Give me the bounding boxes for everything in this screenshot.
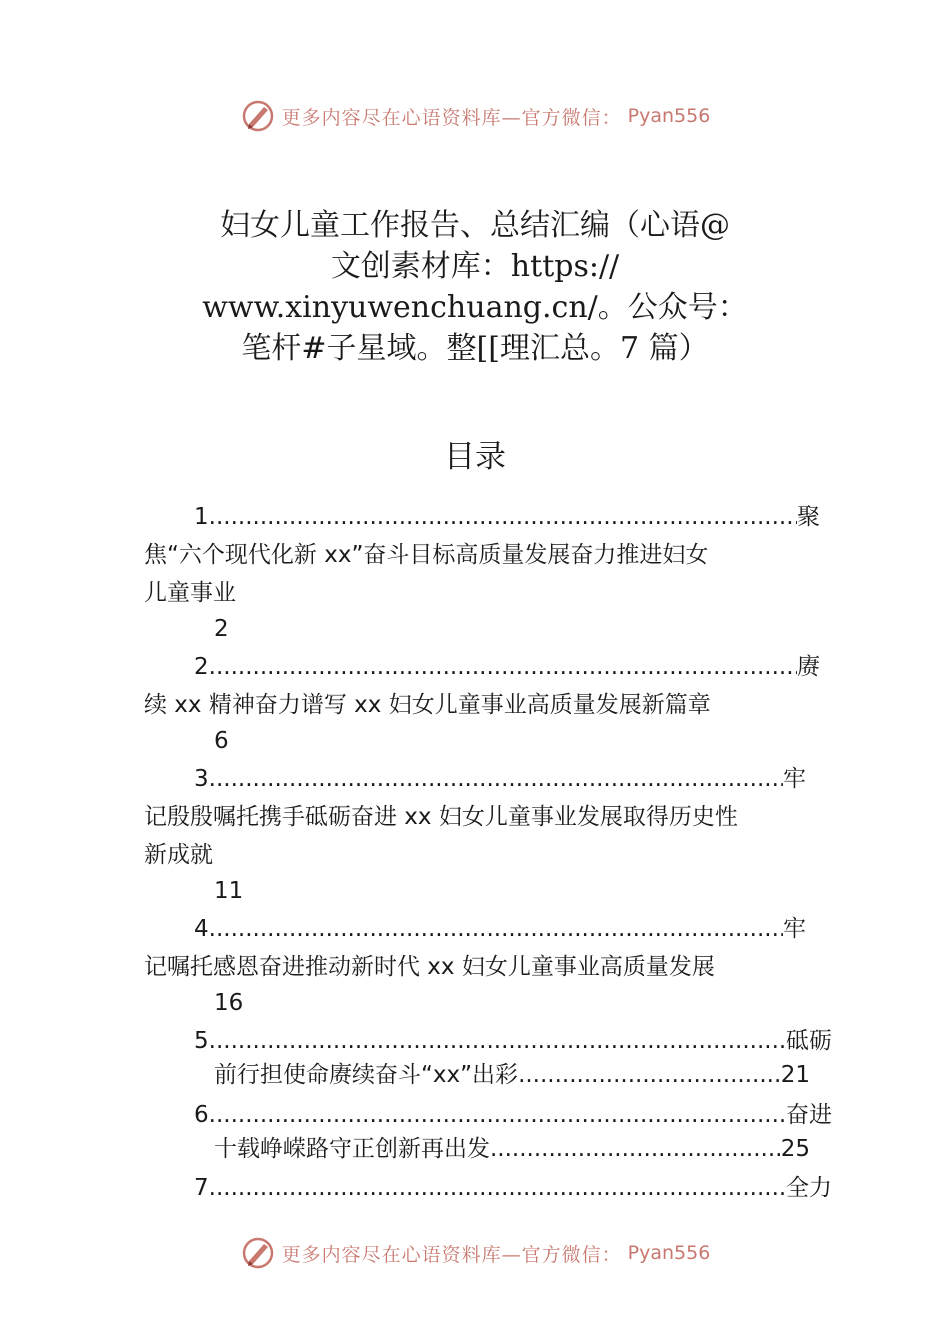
- header-banner-id: Pyan556: [627, 105, 711, 127]
- toc-entry-6-title-leader[interactable]: [214, 1134, 810, 1164]
- toc-entry-5-title-leader[interactable]: [214, 1060, 810, 1090]
- document-title: [150, 205, 800, 369]
- toc-leader-dots: [209, 652, 797, 682]
- toc-leader-dots: [209, 1026, 786, 1056]
- toc-entry-number: 5: [194, 1028, 209, 1054]
- toc-entry-7-leader[interactable]: [194, 1173, 832, 1203]
- title-line-2: 文创素材库：https://: [330, 249, 620, 284]
- toc-entry-6-leader[interactable]: [194, 1100, 832, 1130]
- toc-entry-2-leader[interactable]: [194, 652, 820, 682]
- title-line-1: 妇女儿童工作报告、总结汇编（心语@: [220, 208, 730, 243]
- toc-entry-5-leader[interactable]: [194, 1026, 832, 1056]
- toc-entry-title-start: 全力: [786, 1175, 832, 1201]
- header-banner: [0, 96, 950, 136]
- toc-entry-title-start: 牢: [783, 916, 806, 942]
- title-line-4: 笔杆#子星域。整[[理汇总。7 篇）: [241, 331, 709, 366]
- toc-entry-1-page: 2: [214, 616, 229, 642]
- toc-entry-number: 7: [194, 1175, 209, 1201]
- toc-entry-number: 3: [194, 766, 209, 792]
- toc-entry-4-leader[interactable]: [194, 914, 806, 944]
- toc-entry-title-start: 砥砺: [786, 1028, 832, 1054]
- toc-entry-title-start: 聚: [797, 504, 820, 530]
- toc-leader-dots: [209, 914, 783, 944]
- footer-banner: [0, 1233, 950, 1273]
- toc-entry-2-title-line: 续 xx 精神奋力谱写 xx 妇女儿童事业高质量发展新篇章: [144, 692, 711, 718]
- toc-entry-3-leader[interactable]: [194, 764, 806, 794]
- toc-entry-title-start: 牢: [783, 766, 806, 792]
- toc-entry-1-title-line: 儿童事业: [144, 580, 236, 606]
- toc-entry-title-start: 奋进: [786, 1102, 832, 1128]
- toc-leader-dots: [518, 1060, 781, 1090]
- toc-entry-title-start: 赓: [797, 654, 820, 680]
- toc-entry-5-title-line: 前行担使命赓续奋斗“xx”出彩: [214, 1062, 519, 1088]
- pen-logo-icon: [240, 1235, 276, 1271]
- footer-banner-text: 更多内容尽在心语资料库—官方微信：: [281, 1243, 622, 1266]
- toc-leader-dots: [209, 502, 797, 532]
- toc-entry-1-title-line: 焦“六个现代化新 xx”奋斗目标高质量发展奋力推进妇女: [144, 542, 709, 568]
- footer-banner-id: Pyan556: [627, 1242, 711, 1264]
- toc-leader-dots: [209, 1173, 786, 1203]
- toc-entry-3-page: 11: [214, 878, 244, 904]
- title-line-3: www.xinyuwenchuang.cn/。公众号：: [202, 290, 748, 325]
- toc-entry-1-leader[interactable]: [194, 502, 820, 532]
- toc-entry-5-page: 21: [780, 1062, 810, 1088]
- toc-entry-4-page: 16: [214, 990, 244, 1016]
- toc-entry-3-title-line: 新成就: [144, 842, 213, 868]
- toc-entry-number: 6: [194, 1102, 209, 1128]
- pen-logo-icon: [240, 98, 276, 134]
- toc-entry-number: 1: [194, 504, 209, 530]
- toc-entry-3-title-line: 记殷殷嘱托携手砥砺奋进 xx 妇女儿童事业发展取得历史性: [144, 804, 738, 830]
- toc-heading: 目录: [444, 439, 506, 475]
- toc-entry-6-title-line: 十载峥嵘路守正创新再出发: [214, 1136, 490, 1162]
- toc-entry-6-page: 25: [780, 1136, 810, 1162]
- toc-entry-number: 2: [194, 654, 209, 680]
- toc-entry-number: 4: [194, 916, 209, 942]
- toc-entry-4-title-line: 记嘱托感恩奋进推动新时代 xx 妇女儿童事业高质量发展: [144, 954, 715, 980]
- toc-leader-dots: [209, 764, 783, 794]
- toc-entry-2-page: 6: [214, 728, 229, 754]
- header-banner-text: 更多内容尽在心语资料库—官方微信：: [281, 106, 622, 129]
- toc-leader-dots: [209, 1100, 786, 1130]
- toc-leader-dots: [490, 1134, 781, 1164]
